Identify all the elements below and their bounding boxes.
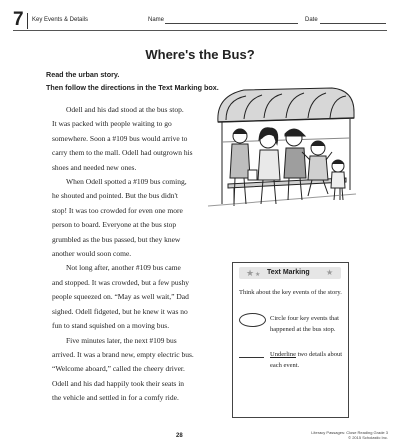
header-divider [27, 13, 28, 29]
story-line: fun to stand squished on a moving bus. [52, 321, 170, 331]
story-paragraph-1 [52, 103, 227, 175]
story-line: sighed. Odell fidgeted, but he knew it was no [52, 306, 188, 316]
story-line: Not long after, another #109 bus came [66, 263, 181, 273]
header [13, 10, 387, 32]
instruction-line-2: Then follow the directions in the Text Marking box. [46, 83, 219, 92]
underline-word: Underline [270, 351, 296, 358]
story-line: somewhere. Soon a #109 bus would arrive to [52, 133, 188, 143]
story-line: he shouted and pointed. But the bus didn't [52, 191, 178, 201]
story-line: another would soon come. [52, 249, 132, 259]
header-rule [13, 30, 387, 31]
footer-line-2: © 2015 Scholastic Inc. [348, 435, 388, 440]
story-line: arrived. It was a brand new, empty electric bus. [52, 349, 194, 359]
story-paragraph-4 [52, 334, 227, 406]
star-icon: ★ [255, 272, 261, 278]
story-paragraph-2 [52, 175, 227, 261]
story-line: Odell and his dad stood at the bus stop. [66, 105, 184, 114]
page-number: 28 [176, 433, 183, 439]
instruction-line-1: Read the urban story. [46, 70, 120, 79]
footer-line-1: Literacy Passages: Close Reading Grade 3 [311, 430, 388, 435]
underline-step-text: two details about each event. [270, 351, 343, 369]
story-line: person to board. Everyone at the bus stop [52, 220, 177, 230]
story-line: stop! It was too crowded for even one more [52, 205, 183, 215]
text-marking-box [232, 262, 349, 418]
text-marking-step-circle: Circle four key events that happened at the bus stop. [270, 315, 339, 333]
text-marking-step-underline [270, 349, 344, 371]
text-marking-header [239, 267, 341, 279]
story-line: Five minutes later, the next #109 bus [66, 335, 177, 345]
story-line: carry them to the mall. Odell had outgrown his [52, 148, 193, 158]
story-line: people squeezed on. “May as well wait,” Dad [52, 292, 189, 302]
instructions [46, 68, 219, 94]
date-field[interactable] [320, 23, 386, 24]
text-marking-intro: Think about the key events of the story. [239, 289, 342, 296]
circle-symbol [239, 313, 266, 327]
story-line: When Odell spotted a #109 bus coming, [66, 177, 187, 187]
story-line: It was packed with people waiting to go [52, 119, 172, 129]
story-text [52, 103, 227, 406]
story-paragraph-3 [52, 261, 227, 333]
lesson-topic: Key Events & Details [32, 17, 89, 23]
date-label: Date [305, 17, 318, 23]
name-label: Name [148, 17, 165, 23]
story-line: shoes and needed new ones. [52, 162, 137, 172]
story-line: the vehicle and settled in for a comfy ride. [52, 393, 179, 403]
story-line: “Welcome aboard,” called the cheery driver. [52, 364, 185, 374]
page-title: Where's the Bus? [145, 47, 255, 62]
footer-credit [280, 430, 388, 440]
star-icon: ★ [326, 268, 334, 277]
text-marking-title: Text Marking [267, 269, 310, 276]
story-line: and stopped. It was crowded, but a few pushy [52, 277, 190, 287]
bus-stop-illustration [204, 82, 360, 216]
name-field[interactable] [165, 23, 298, 24]
story-line: Odell and his dad happily took their seats in [52, 378, 185, 388]
lesson-number: 7 [13, 9, 24, 30]
underline-symbol [239, 357, 264, 358]
star-icon: ★ [246, 268, 255, 278]
story-line: grumbled as the bus passed, but they knew [52, 234, 181, 244]
